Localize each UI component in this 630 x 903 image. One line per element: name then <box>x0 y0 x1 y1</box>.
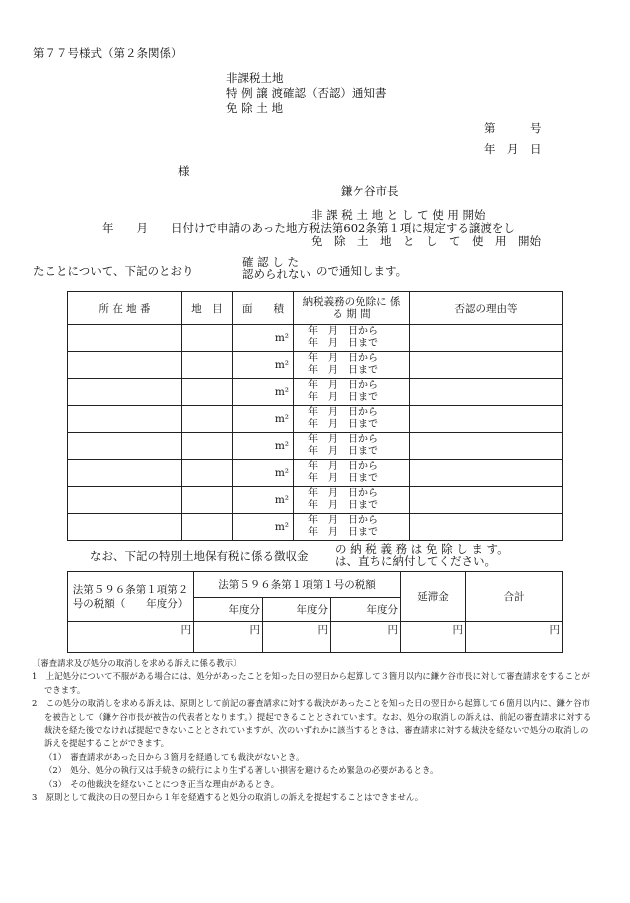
land-category-cell <box>182 352 233 379</box>
yen-cell: 円 <box>401 622 466 653</box>
area-cell: m² <box>233 487 294 514</box>
area-cell: m² <box>233 379 294 406</box>
period-cell <box>294 406 410 433</box>
period-cell <box>294 460 410 487</box>
table-row <box>68 487 563 514</box>
period-cell <box>294 379 410 406</box>
document-number: 第 号 <box>484 121 542 135</box>
period-cell <box>294 433 410 460</box>
period-to: 年 月 日まで <box>308 392 378 403</box>
header-area: 面 積 <box>233 292 294 325</box>
yen-cell: 円 <box>466 622 563 653</box>
location-cell <box>68 487 182 514</box>
area-cell: m² <box>233 406 294 433</box>
note-2: 2 この処分の取消しを求める訴えは、原則として前記の審査請求に対する裁決があったことを知った日の翌日から起算して６箇月以内に、鎌ケ谷市を被告として（鎌ケ谷市長が被告の代表者となります。）提起できることとされています。なお、処分の取消しの訴えは、前記の審査請求に対する裁決を経た後でなければ提起できないこととされていますが、次のいずれかに該当するときは、審査請求に対する裁決を経ないで処分の取消しの訴えを提起することができます。 <box>32 698 592 749</box>
location-cell <box>68 325 182 352</box>
land-category-cell <box>182 406 233 433</box>
header-land-category: 地 目 <box>182 292 233 325</box>
period-from: 年 月 日から <box>308 488 378 499</box>
period-cell <box>294 487 410 514</box>
year-label-3: 年度分 <box>331 598 401 622</box>
option-tax-exempt: 非 課 税 土 地 と し て 使 用 開始 <box>311 208 486 222</box>
notes-title: 〔審査請求及び処分の取消しを求める訴えに係る教示〕 <box>32 658 242 668</box>
area-cell: m² <box>233 433 294 460</box>
note-1: 1 上記処分について不服がある場合には、処分があったことを知った日の翌日から起算して３箇月以内に鎌ケ谷市長に対して審査請求をすることができます。 <box>32 671 590 695</box>
land-category-cell <box>182 487 233 514</box>
note-2-sub-3: （3） その他裁決を経ないことにつき正当な理由があるとき。 <box>44 778 280 789</box>
period-cell <box>294 514 410 541</box>
header-location: 所 在 地 番 <box>68 292 182 325</box>
appeal-notes <box>32 657 592 804</box>
yen-cell: 円 <box>68 622 194 653</box>
table-row <box>68 325 563 352</box>
table-row <box>68 379 563 406</box>
year-label-1: 年度分 <box>194 598 263 622</box>
period-from: 年 月 日から <box>308 326 378 337</box>
yen-cell: 円 <box>194 622 263 653</box>
period-from: 年 月 日から <box>308 461 378 472</box>
note-3: 3 原則として裁決の日の翌日から１年を経過すると処分の取消しの訴えを提起することはできません。 <box>32 792 424 803</box>
title-line-2: 特 例 譲 渡確認（否認）通知書 <box>226 86 387 100</box>
tax-table <box>67 571 563 653</box>
location-cell <box>68 379 182 406</box>
period-from: 年 月 日から <box>308 380 378 391</box>
period-to: 年 月 日まで <box>308 473 378 484</box>
land-category-cell <box>182 460 233 487</box>
issuer: 鎌ケ谷市長 <box>341 184 399 198</box>
period-cell <box>294 325 410 352</box>
location-cell <box>68 514 182 541</box>
reason-cell <box>410 352 563 379</box>
area-cell: m² <box>233 460 294 487</box>
tax-header-item1: 法第５９６条第１項第１号の税額 <box>194 572 401 598</box>
option-pay-now: は、直ちに納付してください。 <box>335 554 496 568</box>
land-category-cell <box>182 379 233 406</box>
note-2-sub-2: （2） 処分、処分の執行又は手続きの続行により生ずる著しい損害を避けるため緊急の必要があるとき。 <box>44 765 439 776</box>
header-reason: 否認の理由等 <box>410 292 563 325</box>
reason-cell <box>410 460 563 487</box>
notice-text-after: ので通知します。 <box>316 264 408 278</box>
option-confirmed: 確 認 し た <box>242 255 299 269</box>
issue-date: 年 月 日 <box>484 142 542 156</box>
notice-text-before: たことについて、下記のとおり <box>33 264 194 278</box>
tax-header-item2: 法第５９６条第１項第２号の税額（ 年度分） <box>68 572 194 622</box>
area-cell: m² <box>233 325 294 352</box>
option-exempt-land: 免 除 土 地 と し て 使 用 開始 <box>311 234 541 248</box>
period-to: 年 月 日まで <box>308 527 378 538</box>
period-from: 年 月 日から <box>308 515 378 526</box>
period-to: 年 月 日まで <box>308 365 378 376</box>
period-cell <box>294 352 410 379</box>
yen-cell: 円 <box>263 622 331 653</box>
total-header: 合計 <box>466 572 563 622</box>
period-to: 年 月 日まで <box>308 338 378 349</box>
title-line-1: 非課税土地 <box>226 71 284 85</box>
location-cell <box>68 460 182 487</box>
table-row <box>68 433 563 460</box>
period-from: 年 月 日から <box>308 434 378 445</box>
reason-cell <box>410 433 563 460</box>
reason-cell <box>410 406 563 433</box>
reason-cell <box>410 514 563 541</box>
land-category-cell <box>182 514 233 541</box>
area-cell: m² <box>233 352 294 379</box>
note-2-sub-1: （1） 審査請求があった日から３箇月を経過しても裁決がないとき。 <box>44 751 305 762</box>
reason-cell <box>410 325 563 352</box>
title-line-3: 免 除 土 地 <box>226 101 283 115</box>
land-category-cell <box>182 433 233 460</box>
reason-cell <box>410 487 563 514</box>
land-table <box>67 291 563 541</box>
location-cell <box>68 433 182 460</box>
table-row <box>68 352 563 379</box>
period-from: 年 月 日から <box>308 353 378 364</box>
land-category-cell <box>182 325 233 352</box>
late-fee-header: 延滞金 <box>401 572 466 622</box>
application-line: 年 月 日付けで申請のあった地方税法第602条第１項に規定する譲渡をし <box>102 221 515 235</box>
location-cell <box>68 406 182 433</box>
table-row <box>68 460 563 487</box>
form-number: 第７７号様式（第２条関係） <box>33 46 183 60</box>
period-to: 年 月 日まで <box>308 446 378 457</box>
reason-cell <box>410 379 563 406</box>
year-label-2: 年度分 <box>263 598 331 622</box>
option-exempted: の 納 税 義 務 は 免 除 し ま す。 <box>335 542 509 556</box>
period-to: 年 月 日まで <box>308 500 378 511</box>
addressee: 様 <box>178 164 190 178</box>
header-exemption-period: 納税義務の免除に 係 る 期 間 <box>294 292 410 325</box>
table-row <box>68 514 563 541</box>
location-cell <box>68 352 182 379</box>
area-cell: m² <box>233 514 294 541</box>
period-to: 年 月 日まで <box>308 419 378 430</box>
tax-intro: なお、下記の特別土地保有税に係る徴収金 <box>90 549 309 563</box>
option-denied: 認められない <box>242 267 311 281</box>
yen-cell: 円 <box>331 622 401 653</box>
period-from: 年 月 日から <box>308 407 378 418</box>
table-row <box>68 406 563 433</box>
